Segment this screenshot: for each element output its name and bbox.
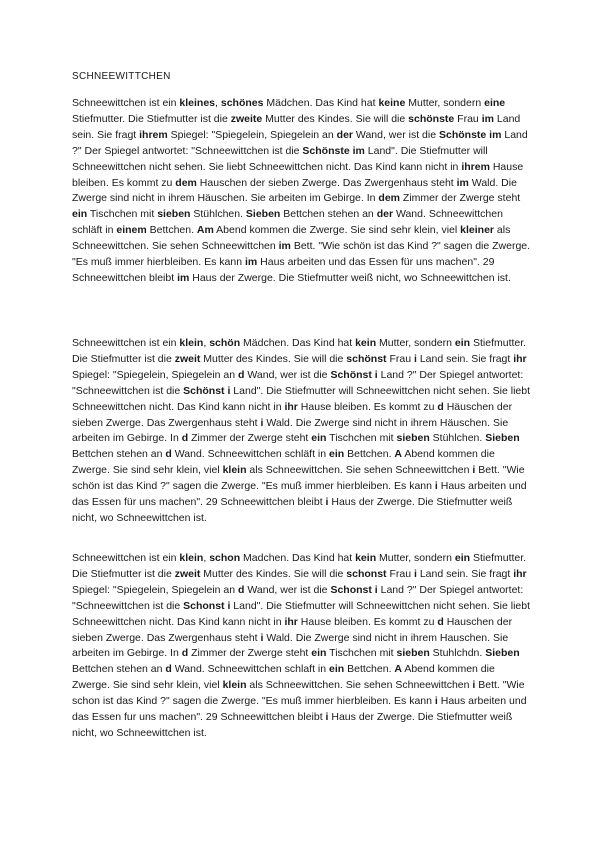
bold-word: zweit (174, 352, 201, 365)
bold-word: d (437, 400, 444, 413)
bold-word: sieben (396, 647, 430, 660)
bold-word: im (489, 128, 502, 141)
text-run: Stiefmutter. Die Stiefmutter ist die (72, 552, 527, 580)
bold-word: zweit (174, 567, 201, 580)
text-run: Mädchen. Das Kind hat (240, 337, 356, 349)
text-run: Land". Die Stiefmutter will Schneewittchen nicht sehen. Sie liebt Schneewittchen nicht. Das Kind kann nicht in (72, 144, 488, 173)
bold-word: eine (484, 97, 506, 109)
text-run: Bettchen stehen an (72, 448, 166, 461)
bold-word: schön (209, 337, 241, 349)
text-run: Bett. "Wie schon ist das Kind ?" sagen die Zwerge. "Es muß immer hierbleiben. Es kann (72, 679, 525, 708)
bold-word: der (376, 208, 394, 221)
bold-word: Schönste (302, 144, 350, 157)
bold-word: A (394, 663, 402, 676)
text-run: Spiegel: "Spiegelein, Spiegelein an (72, 368, 239, 381)
bold-word: Schonst (183, 599, 225, 612)
bold-word: sieben (157, 208, 191, 221)
bold-word: kein (355, 337, 377, 349)
text-run: Bettchen stehen an (280, 208, 377, 221)
bold-word: i (260, 416, 264, 429)
bold-word: i (325, 711, 329, 724)
text-run: Hauschen der sieben Zwerge. Das Zwergenhaus steht (196, 176, 457, 189)
text-run: Land". Die Stiefmutter will Schneewittchen nicht sehen. Sie liebt Schneewittchen nicht. Das Kind kann nicht in (72, 384, 531, 413)
text-run: Stuhlchdn. (429, 647, 486, 660)
bold-word: i (434, 480, 438, 493)
bold-word: im (177, 271, 190, 284)
text-run: Abend kommen die Zwerge. Sie sind sehr klein, viel (213, 224, 461, 237)
text-run: Bett. "Wie schön ist das Kind ?" sagen die Zwerge. "Es muß immer hierbleiben. Es kann (72, 464, 525, 493)
paragraph-2 (72, 336, 532, 527)
bold-word: zweite (230, 112, 263, 125)
text-run: Zimmer der Zwerge steht (400, 192, 521, 205)
bold-word: ihrem (139, 128, 168, 141)
text-run: Hause bleiben. Es kommt zu (72, 160, 524, 189)
bold-word: der (336, 128, 353, 141)
bold-word: im (278, 240, 291, 253)
bold-word: i (472, 679, 476, 692)
paragraph-3 (72, 551, 532, 742)
bold-word: im (481, 112, 494, 125)
bold-word: Sieben (245, 208, 281, 221)
bold-word: im (456, 176, 469, 189)
text-run: Stühlchen. (429, 432, 486, 445)
text-run: Wand, wer ist die (244, 583, 331, 596)
text-run: Haus der Zwerge. Die Stiefmutter weiß nicht, wo Schneewittchen ist. (72, 711, 513, 739)
bold-word: einem (116, 224, 147, 237)
bold-word: dem (175, 176, 197, 189)
bold-word: i (325, 496, 329, 509)
text-run: Haus arbeiten und das Essen fur uns machen". 29 Schneewittchen bleibt (72, 695, 527, 724)
text-run: Wand. Schneewittchen schläft in (171, 448, 330, 461)
bold-word: sieben (396, 432, 430, 445)
bold-word: schönes (220, 97, 264, 109)
text-run: Bettchen. (344, 663, 395, 676)
text-run: Mutter, sondern (405, 97, 485, 109)
bold-word: ein (311, 647, 327, 660)
bold-word: d (437, 615, 444, 628)
text-run: Tischchen mit (326, 432, 397, 445)
text-run: Wand, wer ist die (244, 368, 331, 381)
text-run: Land". Die Stiefmutter will Schneewittchen nicht sehen. Sie liebt Schneewittchen nicht. Das Kind kann nicht in (72, 599, 531, 628)
text-run: Mutter des Kindes. Sie will die (200, 352, 347, 365)
text-run: Mutter des Kindes. Sie will die (200, 567, 347, 580)
bold-word: d (181, 647, 189, 660)
text-run: Stiefmutter. Die Stiefmutter ist die (72, 337, 527, 365)
bold-word: schönst (346, 352, 387, 365)
bold-word: dem (378, 192, 400, 205)
text-run: als Schneewittchen. Sie sehen Schneewittchen (246, 679, 473, 692)
text-run: Bettchen. (146, 224, 197, 237)
text-run: Mutter, sondern (376, 552, 455, 564)
text-run: Madchen. Das Kind hat (240, 552, 356, 564)
text-run: Mädchen. Das Kind hat (263, 97, 379, 109)
text-run: Stiefmutter. Die Stiefmutter ist die (72, 112, 231, 125)
bold-word: ein (454, 337, 471, 349)
bold-word: klein (222, 679, 247, 692)
bold-word: Sieben (485, 647, 520, 660)
bold-word: schönste (408, 112, 455, 125)
text-run: Abend kommen die Zwerge. Sie sind sehr klein, viel (72, 448, 495, 477)
text-run: Spiegel: "Spiegelein, Spiegelein an (72, 583, 239, 596)
bold-word: d (238, 583, 245, 596)
text-run: als Schneewittchen. Sie sehen Schneewittchen (246, 464, 473, 477)
bold-word: Am (196, 224, 214, 237)
bold-word: schon (209, 552, 241, 564)
text-run: Tischchen mit (326, 647, 397, 660)
bold-word: i (413, 567, 417, 580)
text-run: Land ?" Der Spiegel antwortet: "Schneewittchen ist die (72, 583, 524, 612)
bold-word: i (472, 464, 476, 477)
text-run: Mutter des Kindes. Sie will die (262, 112, 409, 125)
bold-word: klein (179, 552, 204, 564)
text-run: Land ?" Der Spiegel antwortet: "Schneewittchen ist die (72, 368, 524, 397)
text-run: Bettchen. (344, 448, 395, 461)
text-run: Schneewittchen ist ein (72, 337, 180, 349)
text-run: Land sein. Sie fragt (416, 352, 514, 365)
text-run: , (215, 97, 221, 109)
document-title: SCHNEEWITTCHEN (72, 71, 171, 82)
text-run: , (203, 552, 210, 564)
bold-word: i (227, 384, 231, 397)
text-run: Frau (454, 112, 482, 125)
bold-word: i (227, 599, 231, 612)
text-run: Schneewittchen ist ein (72, 97, 180, 109)
bold-word: Schonst (330, 583, 372, 596)
text-run: Wand. Schneewittchen schlaft in (171, 663, 330, 676)
bold-word: ihr (513, 352, 527, 365)
bold-word: Schönste (438, 128, 487, 141)
bold-word: im (352, 144, 365, 157)
text-run: Haus der Zwerge. Die Stiefmutter weiß nicht, wo Schneewittchen ist. (72, 496, 513, 524)
text-run: Wald. Die Zwerge sind nicht in ihrem Häuschen. Sie arbeiten im Gebirge. In (72, 416, 509, 445)
text-run: Bett. "Wie schön ist das Kind ?" sagen die Zwerge. "Es muß immer hierbleiben. Es kann (72, 240, 531, 269)
bold-word: ihr (284, 400, 298, 413)
bold-word: i (260, 631, 264, 644)
text-run: Zimmer der Zwerge steht (188, 647, 312, 660)
bold-word: i (374, 368, 378, 381)
text-run: als Schneewittchen. Sie sehen Schneewittchen (72, 224, 511, 253)
text-run: Haus der Zwerge. Die Stiefmutter weiß nicht, wo Schneewittchen ist. (189, 271, 511, 284)
bold-word: kleines (179, 97, 216, 109)
text-run: Haus arbeiten und das Essen für uns machen". 29 Schneewittchen bleibt (72, 256, 495, 284)
text-run: Haus arbeiten und das Essen für uns machen". 29 Schneewittchen bleibt (72, 480, 527, 509)
text-run: Bettchen stehen an (72, 663, 166, 676)
text-run: Hauschen der sieben Zwerge. Das Zwergenhaus steht (72, 615, 513, 644)
text-run: , (203, 337, 210, 349)
text-run: Spiegel: "Spiegelein, Spiegelein an (167, 128, 337, 141)
text-run: Häuschen der sieben Zwerge. Das Zwergenhaus steht (72, 400, 513, 429)
bold-word: d (165, 448, 172, 461)
text-run: Mutter, sondern (376, 337, 455, 349)
text-run: Land sein. Sie fragt (72, 112, 521, 141)
text-run: Frau (386, 567, 414, 580)
bold-word: ihrem (461, 160, 490, 173)
bold-word: A (394, 448, 402, 461)
bold-word: ein (311, 432, 327, 445)
text-run: Abend kommen die Zwerge. Sie sind sehr klein, viel (72, 663, 495, 692)
text-run: Hause bleiben. Es kommt zu (297, 615, 438, 628)
bold-word: schonst (346, 567, 387, 580)
bold-word: d (238, 368, 245, 381)
bold-word: d (165, 663, 172, 676)
bold-word: Sieben (485, 432, 520, 445)
bold-word: kleiner (460, 224, 494, 237)
bold-word: ein (329, 663, 345, 676)
text-run: Land sein. Sie fragt (416, 567, 514, 580)
bold-word: Schönst (183, 384, 225, 397)
bold-word: i (434, 695, 438, 708)
bold-word: i (374, 583, 378, 596)
bold-word: Schönst (330, 368, 372, 381)
bold-word: klein (179, 337, 204, 349)
bold-word: keine (378, 97, 406, 109)
text-run: Stühlchen. (190, 208, 246, 221)
bold-word: d (181, 432, 189, 445)
bold-word: im (244, 256, 258, 269)
text-run: Zimmer der Zwerge steht (188, 432, 312, 445)
paragraph-1 (72, 96, 532, 287)
bold-word: ihr (513, 567, 527, 580)
text-run: Wald. Die Zwerge sind nicht in ihrem Hauschen. Sie arbeiten im Gebirge. In (72, 631, 509, 660)
text-run: Wand, wer ist die (353, 128, 439, 141)
text-run: Wand. Schneewittchen schläft in (72, 208, 503, 237)
bold-word: kein (355, 552, 377, 564)
bold-word: i (413, 352, 417, 365)
text-run: Hause bleiben. Es kommt zu (297, 400, 438, 413)
text-run: Wald. Die Zwerge sind nicht in ihrem Häuschen. Sie arbeiten im Gebirge. In (72, 176, 517, 205)
text-run: Land ?" Der Spiegel antwortet: "Schneewittchen ist die (72, 128, 528, 157)
text-run: Schneewittchen ist ein (72, 552, 180, 564)
text-run: Frau (386, 352, 414, 365)
bold-word: ein (329, 448, 345, 461)
bold-word: ein (72, 208, 88, 221)
text-run: Tischchen mit (87, 208, 158, 221)
bold-word: ein (454, 552, 471, 564)
bold-word: ihr (284, 615, 298, 628)
bold-word: klein (222, 464, 247, 477)
